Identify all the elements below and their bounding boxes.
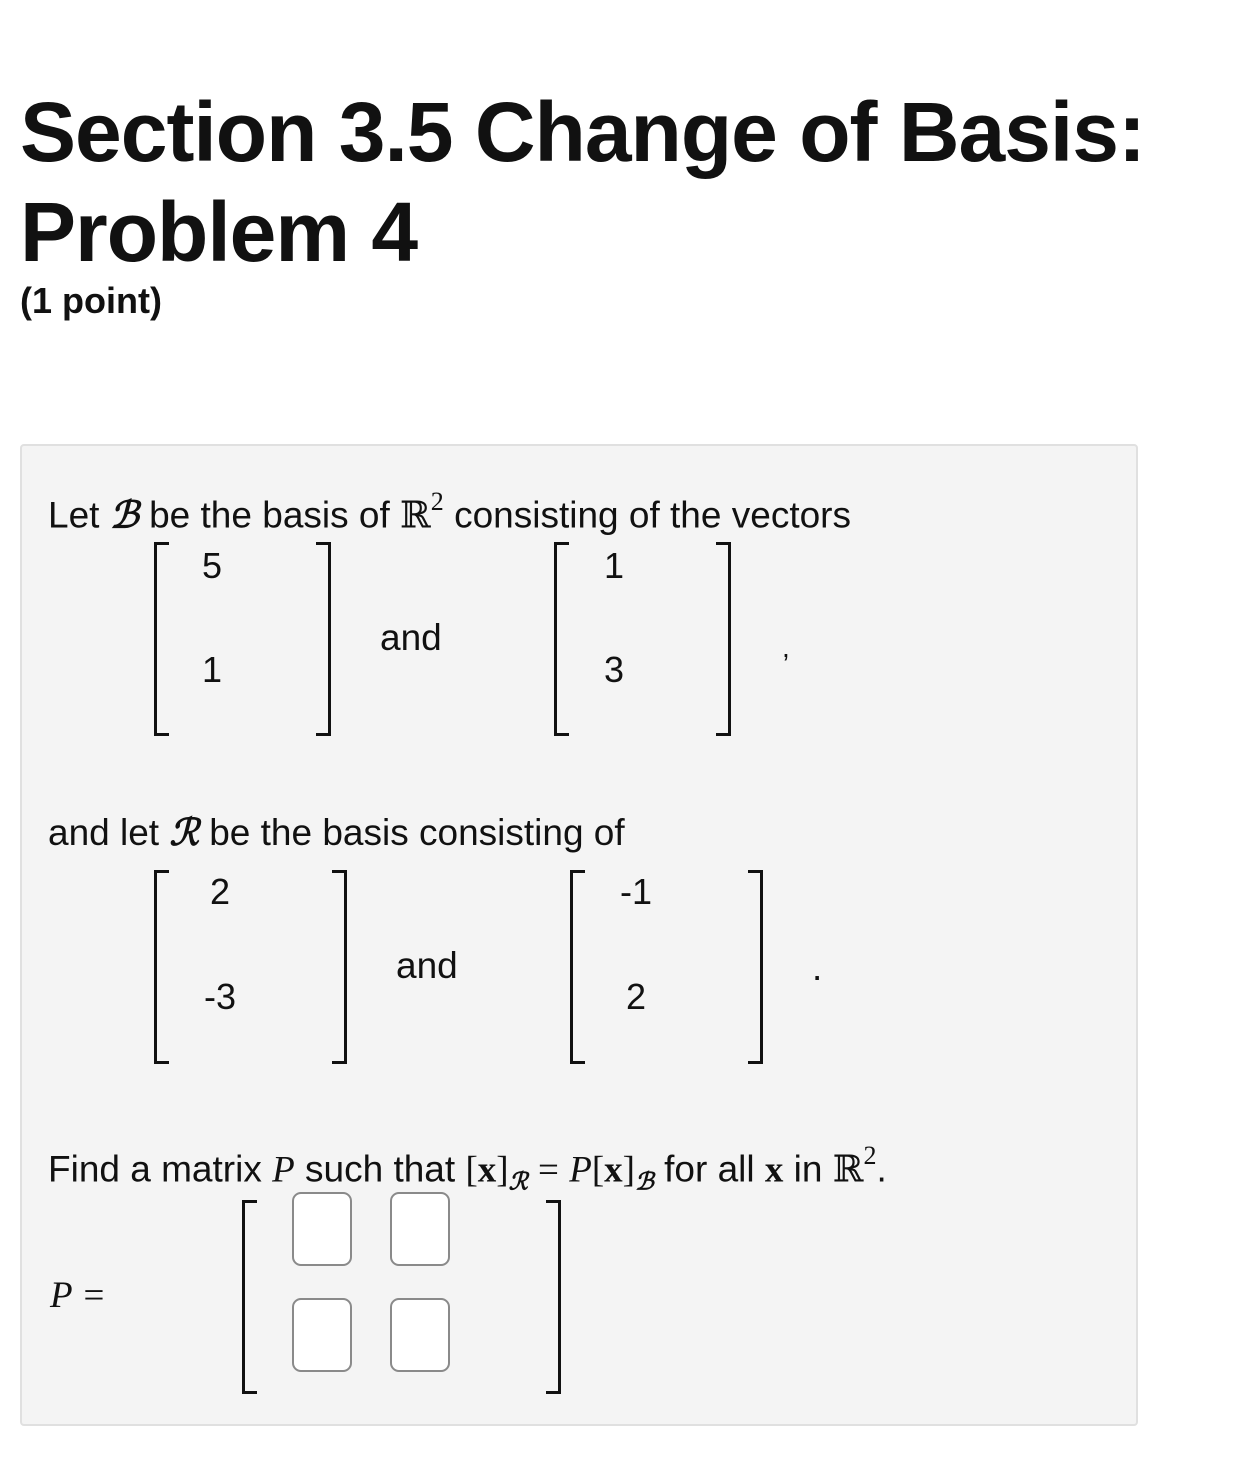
intro-sentence: Let ℬ be the basis of ℝ$^2$ consisting of the vectors [48, 487, 851, 537]
vector-b1-right-bracket [316, 542, 331, 736]
vector-r1-bottom: -3 [203, 976, 236, 1017]
vector-r1-left-bracket [154, 870, 169, 1064]
vector-b1-bottom: 1 [201, 649, 223, 690]
vector-b2-right-bracket [716, 542, 731, 736]
answer-right-bracket [546, 1200, 561, 1394]
vector-r2-top: -1 [619, 871, 652, 912]
vector-r2-left-bracket [570, 870, 585, 1064]
answer-cell-r1c2[interactable] [390, 1192, 450, 1266]
basis-r-symbol: ℛ [169, 810, 199, 854]
vector-b2-top: 1 [603, 545, 625, 586]
answer-cell-r1c1[interactable] [292, 1192, 352, 1266]
second-sentence: and let ℛ be the basis consisting of [48, 810, 625, 854]
vector-b1-top: 5 [201, 545, 223, 586]
basis-b-symbol: ℬ [109, 492, 139, 537]
question-sentence: Find a matrix P such that $[x]_ℛ = P[x]_ℬ$ for all x in ℝ$^2$. [48, 1141, 887, 1196]
real-space-symbol: ℝ [400, 493, 431, 537]
matrix-p-symbol: P [272, 1149, 295, 1191]
answer-label: P = [50, 1275, 107, 1316]
title-line-2: Problem 4 [20, 185, 418, 279]
answer-left-bracket [242, 1200, 257, 1394]
period: . [812, 947, 823, 988]
page-title [20, 82, 1145, 282]
comma: , [782, 632, 790, 663]
answer-cell-r2c1[interactable] [292, 1298, 352, 1372]
points-label: (1 point) [20, 280, 162, 321]
and-label: and [396, 945, 458, 986]
vector-b2-bottom: 3 [603, 649, 625, 690]
and-label: and [380, 617, 442, 658]
vector-b1-left-bracket [154, 542, 169, 736]
title-line-1: Section 3.5 Change of Basis: [20, 85, 1145, 179]
vector-r1-right-bracket [332, 870, 347, 1064]
vector-r2-right-bracket [748, 870, 763, 1064]
answer-cell-r2c2[interactable] [390, 1298, 450, 1372]
vector-r1-top: 2 [209, 871, 231, 912]
problem-box [20, 444, 1138, 1426]
vector-r2-bottom: 2 [625, 976, 647, 1017]
vector-b2-left-bracket [554, 542, 569, 736]
